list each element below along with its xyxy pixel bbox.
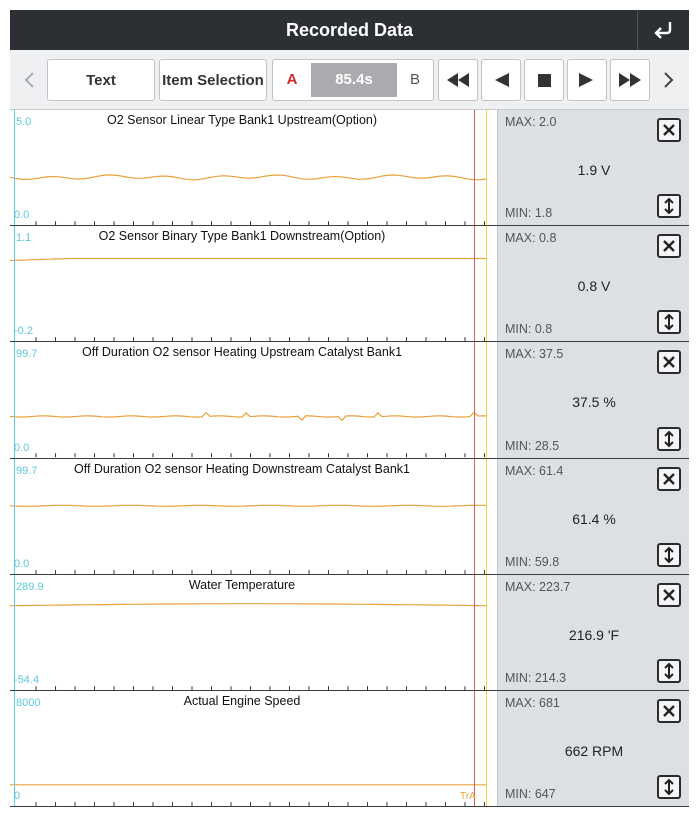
min-value: MIN: 59.8 [505, 554, 560, 569]
cursor-b-line[interactable] [486, 459, 487, 574]
stop-icon [538, 74, 551, 87]
min-value: MIN: 647 [505, 787, 556, 802]
left-axis-line [14, 342, 15, 457]
graph-area[interactable] [10, 342, 497, 457]
graph-title: Actual Engine Speed [183, 694, 301, 708]
item-selection-button[interactable]: Item Selection [159, 59, 267, 101]
y-axis-min: 0.0 [14, 557, 30, 570]
data-trace [10, 459, 497, 574]
y-axis-max: 8000 [16, 697, 41, 709]
ab-cursor-control [272, 59, 434, 101]
value-sidebar [497, 459, 689, 574]
max-value: MAX: 61.4 [505, 463, 564, 478]
resize-graph-button[interactable] [657, 775, 681, 799]
graph-panel[interactable] [10, 110, 689, 226]
vertical-resize-icon [662, 430, 676, 448]
left-axis-line [14, 459, 15, 574]
ab-marker-label: TrA [460, 791, 476, 803]
current-value: 61.4 % [572, 510, 616, 527]
y-axis-min: -0.2 [14, 325, 33, 338]
fast-rewind-button[interactable] [438, 59, 478, 101]
y-axis-max: 1.1 [16, 232, 32, 245]
cursor-a-line[interactable] [474, 459, 475, 574]
graph-panel[interactable] [10, 575, 689, 691]
stop-button[interactable] [524, 59, 564, 101]
cursor-b-button[interactable]: B [409, 71, 420, 88]
value-sidebar [497, 342, 689, 457]
min-value: MIN: 0.8 [505, 322, 553, 337]
header-bar [10, 10, 689, 50]
resize-graph-button[interactable] [657, 310, 681, 334]
y-axis-max: 99.7 [16, 464, 38, 477]
data-trace [10, 691, 497, 806]
current-value: 0.8 V [577, 278, 611, 295]
cursor-a-line[interactable] [474, 575, 475, 690]
graph-area[interactable] [10, 110, 497, 225]
y-axis-max: 5.0 [16, 116, 32, 128]
y-axis-min: 0.0 [14, 209, 30, 222]
fast-forward-button[interactable] [610, 59, 650, 101]
cursor-a-line[interactable] [474, 110, 475, 225]
time-value-display: 85.4s [311, 63, 397, 97]
remove-graph-button[interactable] [657, 699, 681, 723]
cursor-a-line[interactable] [474, 342, 475, 457]
remove-graph-button[interactable] [657, 234, 681, 258]
recorded-data-screen [10, 10, 689, 807]
page-title: Recorded Data [285, 20, 414, 40]
y-axis-min: -54.4 [14, 673, 40, 686]
vertical-resize-icon [662, 662, 676, 680]
min-value: MIN: 1.8 [505, 206, 553, 221]
data-trace [10, 342, 497, 457]
max-value: MAX: 681 [505, 696, 560, 710]
graph-area[interactable] [10, 459, 497, 574]
vertical-resize-icon [662, 197, 676, 215]
graph-title: Water Temperature [188, 577, 296, 592]
playback-toolbar [10, 50, 689, 110]
step-back-icon [493, 73, 509, 87]
value-sidebar [497, 691, 689, 806]
play-button[interactable] [567, 59, 607, 101]
cursor-a-button[interactable]: A [286, 71, 298, 88]
left-axis-line [14, 110, 15, 225]
remove-graph-button[interactable] [657, 118, 681, 142]
step-back-button[interactable] [481, 59, 521, 101]
cursor-a-line[interactable] [474, 226, 475, 341]
close-icon [662, 704, 676, 718]
left-axis-line [14, 575, 15, 690]
fast-rewind-icon [447, 73, 469, 87]
data-trace [10, 575, 497, 690]
fast-forward-icon [619, 73, 641, 87]
scroll-left-button[interactable] [14, 60, 44, 100]
y-axis-max: 289.9 [16, 580, 44, 593]
y-axis-min: 0 [14, 790, 21, 803]
max-value: MAX: 2.0 [505, 115, 557, 129]
resize-graph-button[interactable] [657, 659, 681, 683]
close-icon [662, 123, 676, 137]
graph-title: Off Duration O2 sensor Heating Upstream Catalyst Bank1 [81, 345, 403, 360]
cursor-b-line[interactable] [486, 110, 487, 225]
graph-title: Off Duration O2 sensor Heating Downstream Catalyst Bank1 [73, 461, 411, 476]
current-value: 1.9 V [577, 162, 611, 178]
resize-graph-button[interactable] [657, 543, 681, 567]
graph-panel[interactable] [10, 226, 689, 342]
min-value: MIN: 214.3 [505, 670, 567, 685]
graph-title: O2 Sensor Binary Type Bank1 Downstream(Option) [98, 229, 386, 244]
cursor-b-line[interactable] [486, 342, 487, 457]
chevron-right-icon [663, 71, 675, 89]
resize-graph-button[interactable] [657, 194, 681, 218]
remove-graph-button[interactable] [657, 467, 681, 491]
vertical-resize-icon [662, 313, 676, 331]
graph-area[interactable] [10, 691, 497, 806]
graph-area[interactable] [10, 226, 497, 341]
close-icon [662, 588, 676, 602]
left-axis-line [14, 691, 15, 806]
vertical-resize-icon [662, 778, 676, 796]
play-icon [579, 73, 595, 87]
data-trace [10, 110, 497, 225]
left-axis-line [14, 226, 15, 341]
value-sidebar [497, 110, 689, 225]
text-view-button[interactable]: Text [47, 59, 155, 101]
close-icon [662, 239, 676, 253]
graph-area[interactable] [10, 575, 497, 690]
graph-title: O2 Sensor Linear Type Bank1 Upstream(Option) [106, 113, 378, 127]
value-sidebar [497, 575, 689, 690]
max-value: MAX: 37.5 [505, 347, 564, 362]
remove-graph-button[interactable] [657, 350, 681, 374]
max-value: MAX: 0.8 [505, 231, 557, 246]
close-icon [662, 472, 676, 486]
chevron-left-icon [23, 71, 35, 89]
max-value: MAX: 223.7 [505, 579, 571, 594]
graph-panel[interactable] [10, 691, 689, 807]
remove-graph-button[interactable] [657, 583, 681, 607]
graph-panel[interactable] [10, 342, 689, 458]
cursor-b-line[interactable] [486, 691, 487, 806]
scroll-right-button[interactable] [654, 60, 684, 100]
y-axis-max: 99.7 [16, 348, 38, 361]
cursor-b-line[interactable] [486, 575, 487, 690]
vertical-resize-icon [662, 546, 676, 564]
data-trace [10, 226, 497, 341]
cursor-a-line[interactable] [474, 691, 475, 806]
current-value: 662 RPM [564, 743, 624, 759]
graph-panel[interactable] [10, 459, 689, 575]
current-value: 216.9 'F [568, 626, 620, 643]
value-sidebar [497, 226, 689, 341]
y-axis-min: 0.0 [14, 441, 30, 454]
back-button[interactable] [637, 10, 689, 50]
current-value: 37.5 % [572, 394, 616, 411]
min-value: MIN: 28.5 [505, 438, 560, 453]
resize-graph-button[interactable] [657, 427, 681, 451]
return-icon [652, 19, 674, 41]
cursor-b-line[interactable] [486, 226, 487, 341]
close-icon [662, 355, 676, 369]
